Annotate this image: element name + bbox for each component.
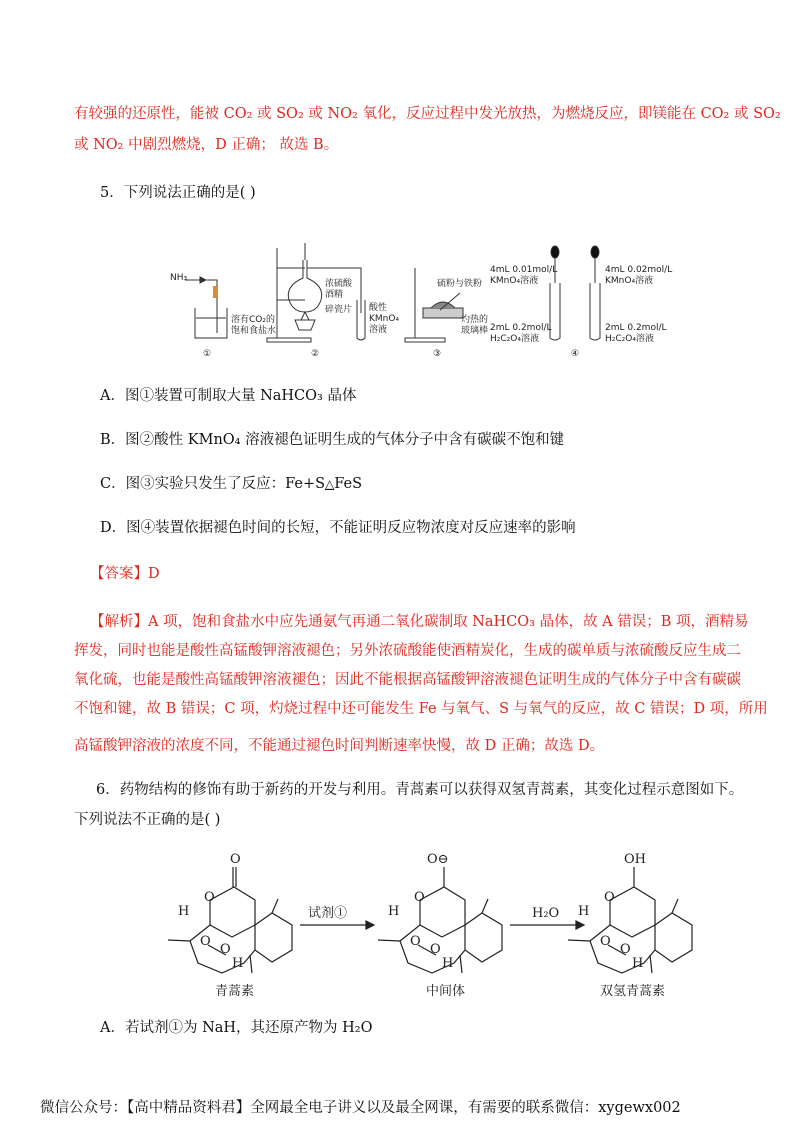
mol2-ominus: O⊖ — [427, 852, 449, 867]
q4-analysis-line1: 有较强的还原性，能被 CO₂ 或 SO₂ 或 NO₂ 氧化，反应过程中发光放热，为燃烧反应，即镁能在 CO₂ 或 SO₂ — [74, 106, 781, 122]
p3-label-1: 硫粉与铁粉 — [437, 279, 483, 289]
q6-option-a: A．若试剂①为 NaH，其还原产物为 H₂O — [100, 1020, 373, 1036]
q5-option-c-text: C．图③实验只发生了反应：Fe+S — [100, 476, 326, 492]
q5-analysis-line1: 【解析】A 项，饱和食盐水中应先通氨气再通二氧化碳制取 NaHCO₃ 晶体，故 A 错误；B 项，酒精易 — [90, 614, 749, 630]
mol3-peroxide-o1: O — [600, 934, 611, 949]
mol1-name: 青蒿素 — [215, 984, 255, 999]
p1-gas: NH₃ — [170, 273, 188, 283]
p4-lt-2: KMnO₄溶液 — [490, 276, 539, 286]
mol3-ring-o: O — [604, 890, 615, 905]
mol3-peroxide-o2: O — [620, 942, 631, 957]
q5-analysis-line3: 氧化硫，也能是酸性高锰酸钾溶液褪色；因此不能根据高锰酸钾溶液褪色证明生成的气体分子中含有碳碳 — [74, 672, 741, 688]
p2-chips: 碎瓷片 — [325, 305, 353, 315]
q5-analysis-line5: 高锰酸钾溶液的浓度不同，不能通过褪色时间判断速率快慢，故 D 正确；故选 D。 — [74, 738, 605, 754]
q5-option-d: D．图④装置依据褪色时间的长短，不能证明反应物浓度对反应速率的影响 — [100, 520, 576, 536]
mol2-peroxide-o2: O — [430, 942, 441, 957]
mol1-h-bottom: H — [232, 956, 244, 971]
p4-rb-1: 2mL 0.2mol/L — [605, 323, 667, 333]
p1-num: ① — [203, 349, 212, 359]
p4-num: ④ — [571, 349, 580, 359]
mol3-h-top: H — [578, 904, 590, 919]
p2-kmno4-1: 酸性 — [369, 303, 388, 313]
mol3-name: 双氢青蒿素 — [600, 984, 666, 999]
p2-num: ② — [311, 349, 320, 359]
page-footer: 微信公众号：【高中精品资料君】全网最全电子讲义以及最全网课，有需要的联系微信：xygewx002 — [40, 1100, 681, 1116]
mol3-h-bottom: H — [632, 956, 644, 971]
q5-answer: 【答案】D — [90, 566, 160, 582]
mol2-ring-o: O — [414, 890, 425, 905]
reagent-2: H₂O — [532, 906, 560, 921]
mol1-h-top: H — [178, 904, 190, 919]
p3-label-2b: 玻璃棒 — [461, 326, 489, 336]
p3-label-2a: 灼热的 — [461, 315, 489, 325]
p4-lt-1: 4mL 0.01mol/L — [490, 265, 558, 275]
mol2-h-top: H — [388, 904, 400, 919]
mol2-name: 中间体 — [426, 984, 466, 999]
mol1-peroxide-o1: O — [200, 934, 211, 949]
q5-option-c — [100, 474, 362, 494]
q5-analysis-line2: 挥发，同时也能是酸性高锰酸钾溶液褪色；另外浓硫酸能使酒精炭化，生成的碳单质与浓硫酸反应生成二 — [74, 643, 741, 659]
q5-stem: 5．下列说法正确的是( ) — [100, 185, 256, 201]
q5-option-b: B．图②酸性 KMnO₄ 溶液褪色证明生成的气体分子中含有碳碳不饱和键 — [100, 432, 565, 448]
p4-lb-1: 2mL 0.2mol/L — [490, 323, 552, 333]
p4-lb-2: H₂C₂O₄溶液 — [490, 334, 539, 344]
p3-num: ③ — [433, 349, 442, 359]
mol1-ring-o: O — [204, 890, 215, 905]
q5-option-a: A．图①装置可制取大量 NaHCO₃ 晶体 — [100, 388, 357, 404]
p4-rt-2: KMnO₄溶液 — [605, 276, 654, 286]
reagent-1: 试剂① — [308, 906, 348, 921]
p2-acid-2: 酒精 — [325, 290, 344, 300]
p4-rt-1: 4mL 0.02mol/L — [605, 265, 673, 275]
p2-acid-1: 浓硫酸 — [325, 279, 353, 289]
p1-note-2: 饱和食盐水 — [231, 326, 277, 336]
q6-reaction-scheme — [160, 845, 700, 1005]
mol3-oh: OH — [624, 852, 646, 867]
q6-stem-line2: 下列说法不正确的是( ) — [74, 812, 221, 828]
q5-apparatus-figure — [165, 238, 705, 363]
q6-stem-line1: 6．药物结构的修饰有助于新药的开发与利用。青蒿素可以获得双氢青蒿素，其变化过程示意图如下。 — [96, 782, 744, 798]
q4-analysis-line2: 或 NO₂ 中剧烈燃烧，D 正确； 故选 B。 — [74, 137, 339, 153]
q5-analysis-line4: 不饱和键，故 B 错误；C 项，灼烧过程中还可能发生 Fe 与氧气、S 与氧气的反应，故 C 错误；D 项，所用 — [74, 701, 768, 717]
p2-kmno4-3: 溶液 — [369, 325, 388, 335]
mol2-peroxide-o1: O — [410, 934, 421, 949]
p1-note-1: 溶有CO₂的 — [231, 315, 275, 325]
q5-option-c-end: FeS — [334, 476, 363, 492]
q5-option-c-delta: △ — [325, 477, 335, 491]
p2-kmno4-2: KMnO₄ — [369, 314, 400, 324]
mol2-h-bottom: H — [442, 956, 454, 971]
p4-rb-2: H₂C₂O₄溶液 — [605, 334, 654, 344]
mol1-carbonyl-o: O — [230, 852, 241, 867]
mol1-peroxide-o2: O — [220, 942, 231, 957]
